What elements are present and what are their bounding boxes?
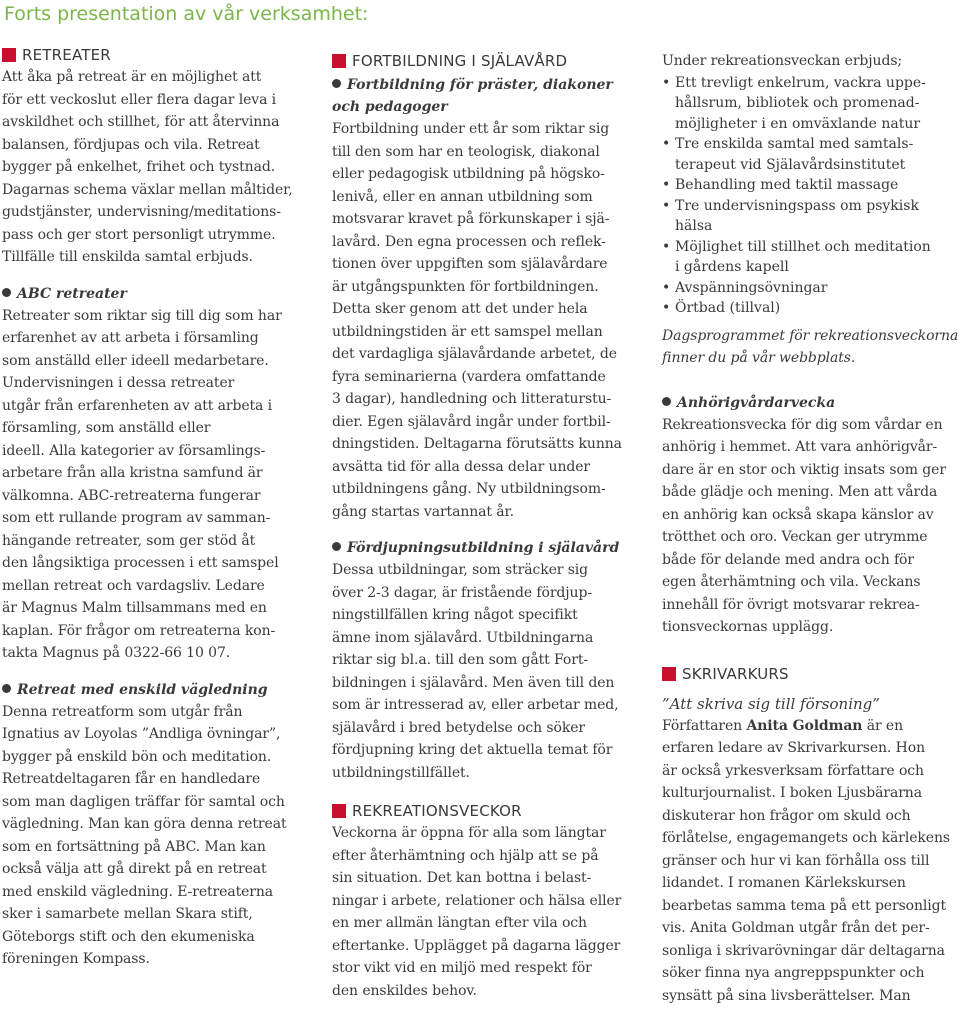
section-heading-retreater: RETREATER xyxy=(2,46,306,64)
text-line: bygger på enkelhet, frihet och tystnad. xyxy=(2,159,276,175)
list-item: • Möjlighet till stillhet och meditation i gårdens kapell xyxy=(662,237,958,278)
bullet-dot-icon xyxy=(332,79,341,88)
text-line: ideell. Alla kategorier av församlings- xyxy=(2,442,266,459)
bullet-dot-icon xyxy=(2,684,11,693)
text-line: Fortbildning under ett år som riktar sig xyxy=(332,121,610,137)
text-line: Detta sker genom att det under hela xyxy=(332,301,588,317)
text-line: vis. Anita Goldman utgår från det per- xyxy=(662,920,930,936)
text-line: kaplan. För frågor om retreaterna kon- xyxy=(2,622,276,639)
red-square-icon xyxy=(332,54,346,68)
text-line: också välja att gå direkt på en retreat xyxy=(2,861,267,877)
text-line: dare är en stor och viktig insats som ger xyxy=(662,461,946,478)
text-line: utbildningens gång. Ny utbildningsom- xyxy=(332,481,606,497)
subheading-vagledning: Retreat med enskild vägledning xyxy=(2,679,306,701)
text-line: sin situation. Det kan bottna i belast- xyxy=(332,870,592,886)
vagledning-text xyxy=(2,701,306,971)
subheading-anhorig: Anhörigvårdarvecka xyxy=(662,392,958,414)
text-line: Dagarnas schema växlar mellan måltider, xyxy=(2,181,293,198)
column-middle xyxy=(332,52,632,1002)
section-heading-skrivarkurs: SKRIVARKURS xyxy=(662,665,958,683)
text-line: fördjupning kring det aktuella temat för xyxy=(332,742,613,758)
text-line: egen återhämtning och vila. Veckans xyxy=(662,574,921,590)
text-line: eftertanke. Upplägget på dagarna lägger xyxy=(332,937,621,954)
text-line: föreningen Kompass. xyxy=(2,951,150,967)
text-line: synsätt på sina livsberättelser. Man xyxy=(662,987,911,1004)
text-line: Undervisningen i dessa retreater xyxy=(2,375,235,391)
text-line: vägledning. Man kan göra denna retreat xyxy=(2,816,287,832)
text-line: ningar i arbete, relationer och hälsa eller xyxy=(332,892,622,909)
page-title: Forts presentation av vår verksamhet: xyxy=(4,3,369,25)
text-line: innehåll för övrigt motsvarar rekrea- xyxy=(662,596,920,613)
bullet-dot-icon xyxy=(2,288,11,297)
fortbildning-text xyxy=(332,118,632,523)
text-line: den enskildes behov. xyxy=(332,982,477,999)
offer-list xyxy=(662,73,958,319)
text-line: bildningen i själavård. Men även till den xyxy=(332,674,615,691)
text-line: söker finna nya angreppspunkter och xyxy=(662,965,925,981)
text-line: är också yrkesverksam författare och xyxy=(662,762,924,779)
text-line: är Magnus Malm tillsammans med en xyxy=(2,600,267,616)
text-line: balansen, fördjupas och vila. Retreat xyxy=(2,136,260,153)
section-heading-fortbildning: FORTBILDNING I SJÄLAVÅRD xyxy=(332,52,632,70)
text-line: ämne inom själavård. Utbildningarna xyxy=(332,629,594,646)
list-item: • Tre enskilda samtal med samtals- terapeut vid Själavårdsinstitutet xyxy=(662,134,958,175)
skrivarkurs-first-line: Författaren Anita Goldman är en xyxy=(662,717,904,734)
text-line: bygger på enskild bön och meditation. xyxy=(2,748,272,765)
section-heading-rekreation: REKREATIONSVECKOR xyxy=(332,802,632,820)
text-line: tionen över uppgiften som själavårdare xyxy=(332,256,608,272)
text-line: kulturjournalist. I boken Ljusbärarna xyxy=(662,785,922,801)
text-line: erfarenhet av att arbeta i församling xyxy=(2,330,259,346)
anhorig-text xyxy=(662,414,958,639)
column-left xyxy=(2,46,306,971)
text-line: Denna retreatform som utgår från xyxy=(2,703,243,720)
text-line: ningstillfällen kring något specifikt xyxy=(332,607,578,623)
text-line: gudstjänster, undervisning/meditations- xyxy=(2,204,281,220)
text-line: som ett rullande program av samman- xyxy=(2,510,271,526)
text-line: sker i samarbete mellan Skara stift, xyxy=(2,906,253,922)
subheading-abc: ABC retreater xyxy=(2,283,306,305)
text-line: Rekreationsvecka för dig som vårdar en xyxy=(662,416,943,433)
text-line: församling, som anställd eller xyxy=(2,420,211,436)
text-line: Retreater som riktar sig till dig som har xyxy=(2,307,282,324)
text-line: tionsveckornas upplägg. xyxy=(662,619,834,635)
text-line: för ett veckoslut eller flera dagar leva i xyxy=(2,91,277,108)
text-line: Retreatdeltagaren får en handledare xyxy=(2,771,261,787)
text-line: en mer allmän längtan efter vila och xyxy=(332,915,587,931)
text-line: Ignatius av Loyolas ”Andliga övningar”, xyxy=(2,726,281,742)
list-item: • Tre undervisningspass om psykisk hälsa xyxy=(662,196,958,237)
subheading-fortbildning: Fortbildning för präster, diakoner och pedagoger xyxy=(332,77,613,115)
text-line: diskuterar hon frågor om skuld och xyxy=(662,807,911,824)
text-line: motsvarar kravet på förkunskaper i sjä- xyxy=(332,211,610,227)
text-line: dier. Egen själavård ingår under fortbil- xyxy=(332,413,611,430)
text-line: utbildningstillfället. xyxy=(332,764,470,781)
text-line: fyra seminarierna (vardera omfattande xyxy=(332,368,606,385)
text-line: Veckorna är öppna för alla som längtar xyxy=(332,825,606,841)
text-line: lavård. Den egna processen och reflek- xyxy=(332,233,606,250)
column-right xyxy=(662,50,958,1007)
text-line: avsätta tid för alla dessa delar under xyxy=(332,458,591,475)
text-line: eller pedagogisk utbildning på högsko- xyxy=(332,166,605,182)
text-line: riktar sig bl.a. till den som gått Fort- xyxy=(332,652,588,668)
text-line: en anhörig kan också skapa känslor av xyxy=(662,506,934,523)
text-line: erfaren ledare av Skrivarkursen. Hon xyxy=(662,740,925,756)
red-square-icon xyxy=(332,804,346,818)
retreater-text xyxy=(2,66,306,269)
text-line: med enskild vägledning. E-retreaterna xyxy=(2,883,274,900)
list-item: • Behandling med taktil massage xyxy=(662,175,958,196)
text-line: sonliga i skrivarövningar där deltagarna xyxy=(662,942,945,959)
text-line: dningstiden. Deltagarna förutsätts kunna xyxy=(332,436,622,452)
text-line: trötthet och oro. Veckan ger utrymme xyxy=(662,529,928,545)
text-line: förlåtelse, engagemangets och kärlekens xyxy=(662,830,950,846)
text-line: Tillfälle till enskilda samtal erbjuds. xyxy=(2,249,253,265)
skrivarkurs-quote: ”Att skriva sig till försoning” xyxy=(662,694,880,713)
text-line: utgår från erfarenheten av att arbeta i xyxy=(2,397,273,414)
text-line: både glädje och mening. Men att vårda xyxy=(662,484,938,500)
text-line: Göteborgs stift och den ekumeniska xyxy=(2,928,255,945)
text-line: lenivå, eller en annan utbildning som xyxy=(332,188,593,205)
text-line: över 2-3 dagar, är fristående fördjup- xyxy=(332,584,592,601)
text-line: Att åka på retreat är en möjlighet att xyxy=(2,69,262,85)
skrivarkurs-text xyxy=(662,737,958,1007)
text-line: bearbetas samma tema på ett personligt xyxy=(662,897,947,914)
program-note: Dagsprogrammet för rekreationsveckorna finner du på vår webbplats. xyxy=(662,327,959,366)
red-square-icon xyxy=(662,667,676,681)
text-line: som är intresserad av, eller arbetar med, xyxy=(332,697,619,713)
text-line: som anställd eller ideell medarbetare. xyxy=(2,352,269,369)
red-square-icon xyxy=(2,48,16,62)
text-line: efter återhämtning och hjälp att se på xyxy=(332,847,599,864)
rekreation-intro: Under rekreationsveckan erbjuds; xyxy=(662,53,903,69)
text-line: hängande retreater, som ger stöd åt xyxy=(2,532,256,549)
text-line: avskildhet och stillhet, för att återvinna xyxy=(2,114,280,130)
text-line: som en fortsättning på ABC. Man kan xyxy=(2,838,266,855)
text-line: välkomna. ABC-retreaterna fungerar xyxy=(2,487,261,504)
text-line: lidandet. I romanen Kärlekskursen xyxy=(662,875,906,891)
text-line: gång startas vartannat år. xyxy=(332,503,514,520)
fordjupning-text xyxy=(332,559,632,784)
list-item: • Avspänningsövningar xyxy=(662,278,958,299)
text-line: arbetare från alla kristna samfund är xyxy=(2,465,263,481)
text-line: till den som har en teologisk, diakonal xyxy=(332,143,600,160)
text-line: det vardagliga själavårdande arbetet, de xyxy=(332,346,617,362)
text-line: takta Magnus på 0322-66 10 07. xyxy=(2,645,231,661)
rekreation-text xyxy=(332,822,632,1002)
text-line: pass och ger stort personligt utrymme. xyxy=(2,226,276,243)
text-line: den långsiktiga processen i ett samspel xyxy=(2,555,279,571)
subheading-fordjupning: Fördjupningsutbildning i själavård xyxy=(332,537,632,559)
text-line: mellan retreat och vardagsliv. Ledare xyxy=(2,577,265,594)
bullet-dot-icon xyxy=(332,542,341,551)
list-item: • Örtbad (tillval) xyxy=(662,298,958,319)
text-line: själavård i bred betydelse och söker xyxy=(332,719,585,736)
bullet-dot-icon xyxy=(662,397,671,406)
list-item: • Ett trevligt enkelrum, vackra uppe- hållsrum, bibliotek och promenad- möjligheter i en omväxlande natur xyxy=(662,73,958,135)
text-line: 3 dagar), handledning och litteraturstu- xyxy=(332,391,612,407)
text-line: anhörig i hemmet. Att vara anhörigvår- xyxy=(662,439,938,455)
text-line: Dessa utbildningar, som sträcker sig xyxy=(332,562,589,578)
abc-text xyxy=(2,305,306,665)
text-line: som man dagligen träffar för samtal och xyxy=(2,793,285,810)
text-line: både för delande med andra och för xyxy=(662,551,914,568)
text-line: utbildningstiden är ett samspel mellan xyxy=(332,323,603,340)
text-line: gränser och hur vi kan förhålla oss till xyxy=(662,852,930,869)
text-line: stor vikt vid en miljö med respekt för xyxy=(332,960,592,976)
text-line: är utgångspunkten för fortbildningen. xyxy=(332,278,599,295)
